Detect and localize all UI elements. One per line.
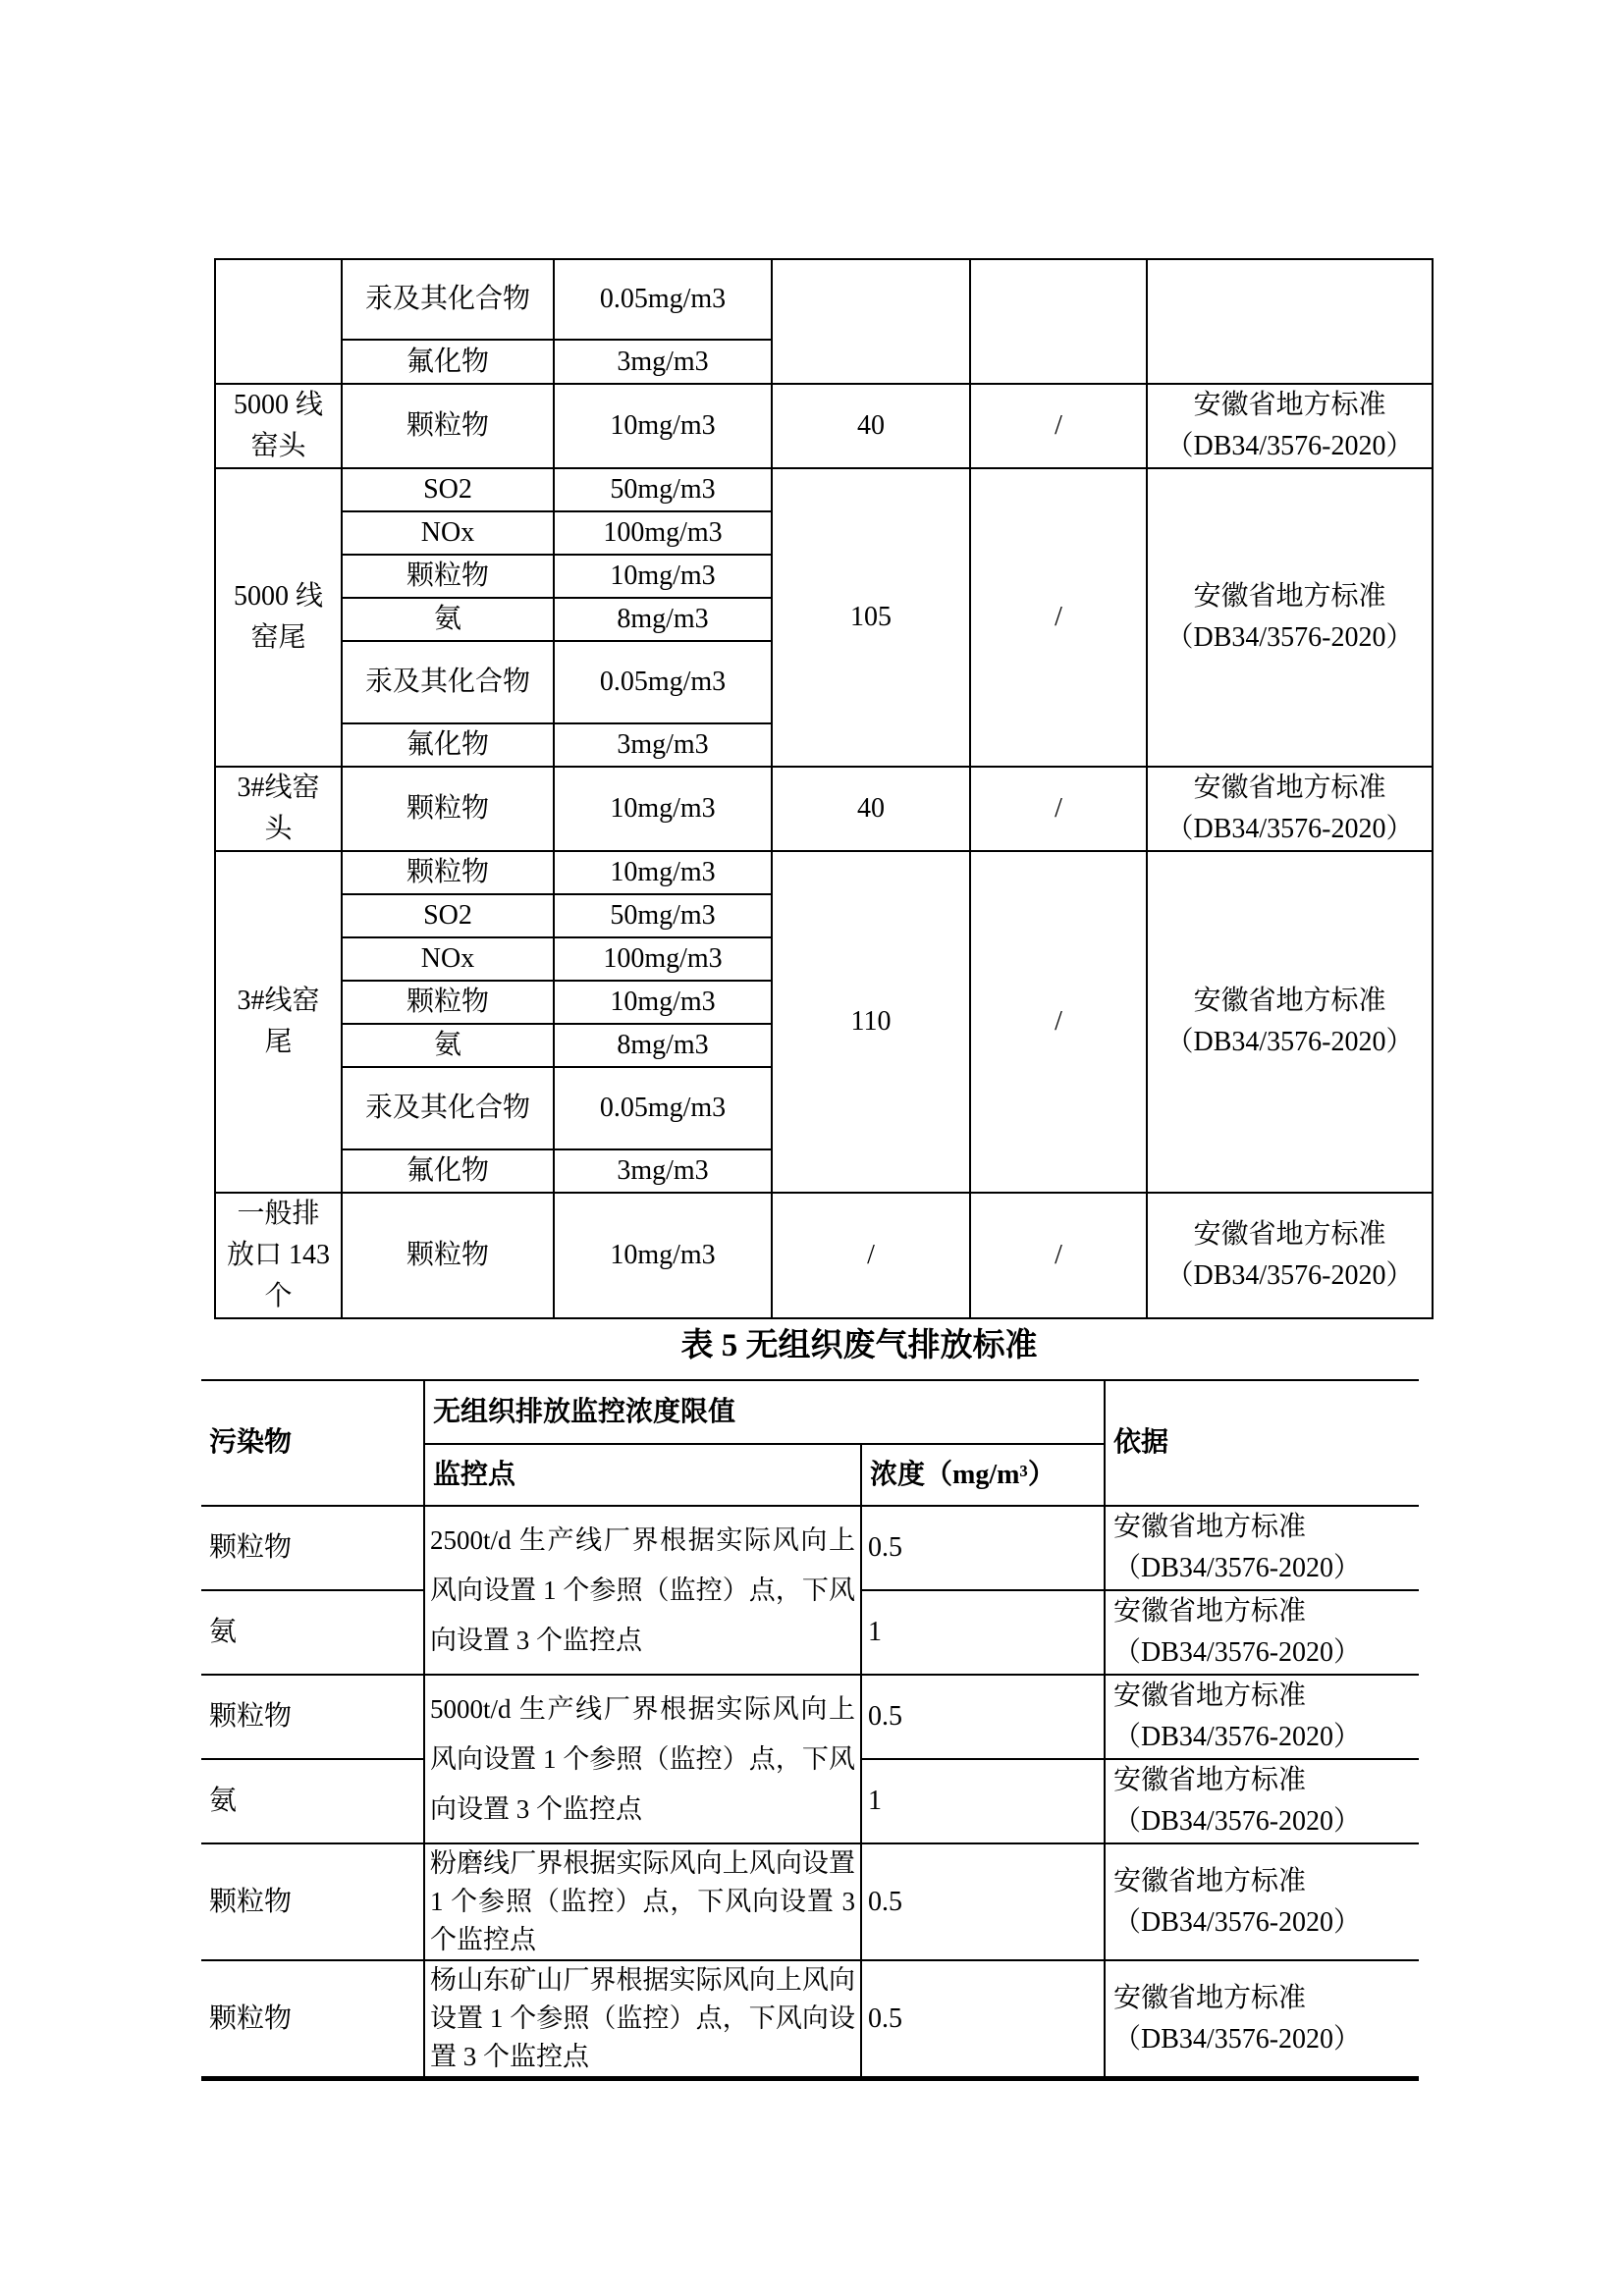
cell-source: 一般排放口 143 个 [215,1193,342,1318]
cell-pollutant: 颗粒物 [201,1843,424,1960]
cell-slash: / [970,468,1147,767]
cell-slash: / [970,1193,1147,1318]
cell-pollutant: 颗粒物 [342,767,554,851]
cell-pollutant: 颗粒物 [342,555,554,598]
cell-limit: 10mg/m3 [554,851,772,894]
cell-pollutant: 颗粒物 [342,1193,554,1318]
cell-limit: 10mg/m3 [554,1193,772,1318]
cell-ref-value: 40 [772,384,970,468]
cell-ref-value: 105 [772,468,970,767]
cell-concentration: 0.5 [861,1675,1105,1759]
cell-limit: 10mg/m3 [554,384,772,468]
cell-basis: 安徽省地方标准（DB34/3576-2020） [1147,384,1433,468]
cell-concentration: 1 [861,1590,1105,1675]
cell-pollutant: NOx [342,511,554,555]
cell-limit: 3mg/m3 [554,723,772,767]
cell-concentration: 1 [861,1759,1105,1843]
stack-emission-standards-table [214,258,1434,1319]
cell-slash: / [970,767,1147,851]
cell-limit: 10mg/m3 [554,981,772,1024]
cell-basis: 安徽省地方标准（DB34/3576-2020） [1147,1193,1433,1318]
cell-pollutant: 氨 [342,598,554,641]
cell-limit: 0.05mg/m3 [554,259,772,340]
cell-h-monitoring-point: 监控点 [424,1444,861,1506]
cell-basis: 安徽省地方标准（DB34/3576-2020） [1147,468,1433,767]
cell-monitoring-point: 5000t/d 生产线厂界根据实际风向上风向设置 1 个参照（监控）点，下风向设置 3 个监控点 [424,1675,861,1843]
cell-ref-value: 40 [772,767,970,851]
cell-pollutant: 汞及其化合物 [342,259,554,340]
table5-title: 表 5 无组织废气排放标准 [680,1328,1038,1363]
cell-pollutant: 颗粒物 [342,384,554,468]
cell-basis: 安徽省地方标准（DB34/3576-2020） [1105,1759,1419,1843]
cell-basis: 安徽省地方标准（DB34/3576-2020） [1105,1506,1419,1590]
cell-source [215,259,342,384]
cell-h-pollutant: 污染物 [201,1380,424,1506]
cell-basis [1147,259,1433,384]
cell-basis: 安徽省地方标准（DB34/3576-2020） [1147,767,1433,851]
cell-limit: 3mg/m3 [554,1149,772,1193]
cell-source: 3#线窑尾 [215,851,342,1193]
cell-limit: 3mg/m3 [554,340,772,384]
cell-pollutant: 氟化物 [342,340,554,384]
cell-source: 3#线窑头 [215,767,342,851]
cell-pollutant: 汞及其化合物 [342,1067,554,1149]
cell-source: 5000 线窑尾 [215,468,342,767]
cell-limit: 8mg/m3 [554,1024,772,1067]
cell-basis: 安徽省地方标准（DB34/3576-2020） [1105,1960,1419,2079]
cell-limit: 10mg/m3 [554,767,772,851]
cell-concentration: 0.5 [861,1843,1105,1960]
cell-limit: 50mg/m3 [554,894,772,937]
cell-monitoring-point: 粉磨线厂界根据实际风向上风向设置 1 个参照（监控）点，下风向设置 3 个监控点 [424,1843,861,1960]
cell-source: 5000 线窑头 [215,384,342,468]
cell-pollutant: 颗粒物 [201,1506,424,1590]
cell-ref-value [772,259,970,384]
cell-pollutant: 氨 [342,1024,554,1067]
cell-pollutant: 颗粒物 [342,981,554,1024]
cell-limit: 8mg/m3 [554,598,772,641]
cell-pollutant: SO2 [342,468,554,511]
cell-limit: 100mg/m3 [554,937,772,981]
cell-h-basis: 依据 [1105,1380,1419,1506]
cell-limit: 50mg/m3 [554,468,772,511]
cell-basis: 安徽省地方标准（DB34/3576-2020） [1105,1843,1419,1960]
cell-basis: 安徽省地方标准（DB34/3576-2020） [1147,851,1433,1193]
cell-pollutant: SO2 [342,894,554,937]
cell-pollutant: 氟化物 [342,1149,554,1193]
cell-pollutant: NOx [342,937,554,981]
cell-h-limit-group: 无组织排放监控浓度限值 [424,1380,1105,1444]
cell-limit: 0.05mg/m3 [554,641,772,723]
cell-limit: 100mg/m3 [554,511,772,555]
cell-pollutant: 氨 [201,1590,424,1675]
cell-monitoring-point: 2500t/d 生产线厂界根据实际风向上风向设置 1 个参照（监控）点，下风向设置 3 个监控点 [424,1506,861,1675]
cell-concentration: 0.5 [861,1506,1105,1590]
cell-limit: 0.05mg/m3 [554,1067,772,1149]
cell-basis: 安徽省地方标准（DB34/3576-2020） [1105,1675,1419,1759]
cell-slash [970,259,1147,384]
cell-pollutant: 氟化物 [342,723,554,767]
cell-concentration: 0.5 [861,1960,1105,2079]
cell-slash: / [970,384,1147,468]
cell-pollutant: 氨 [201,1759,424,1843]
cell-basis: 安徽省地方标准（DB34/3576-2020） [1105,1590,1419,1675]
cell-slash: / [970,851,1147,1193]
cell-pollutant: 汞及其化合物 [342,641,554,723]
cell-pollutant: 颗粒物 [201,1675,424,1759]
cell-ref-value: / [772,1193,970,1318]
cell-pollutant: 颗粒物 [342,851,554,894]
cell-h-concentration: 浓度（mg/m³） [861,1444,1105,1506]
cell-monitoring-point: 杨山东矿山厂界根据实际风向上风向设置 1 个参照（监控）点，下风向设置 3 个监控点 [424,1960,861,2079]
fugitive-emission-standards-table [201,1379,1419,2081]
cell-ref-value: 110 [772,851,970,1193]
cell-pollutant: 颗粒物 [201,1960,424,2079]
cell-limit: 10mg/m3 [554,555,772,598]
